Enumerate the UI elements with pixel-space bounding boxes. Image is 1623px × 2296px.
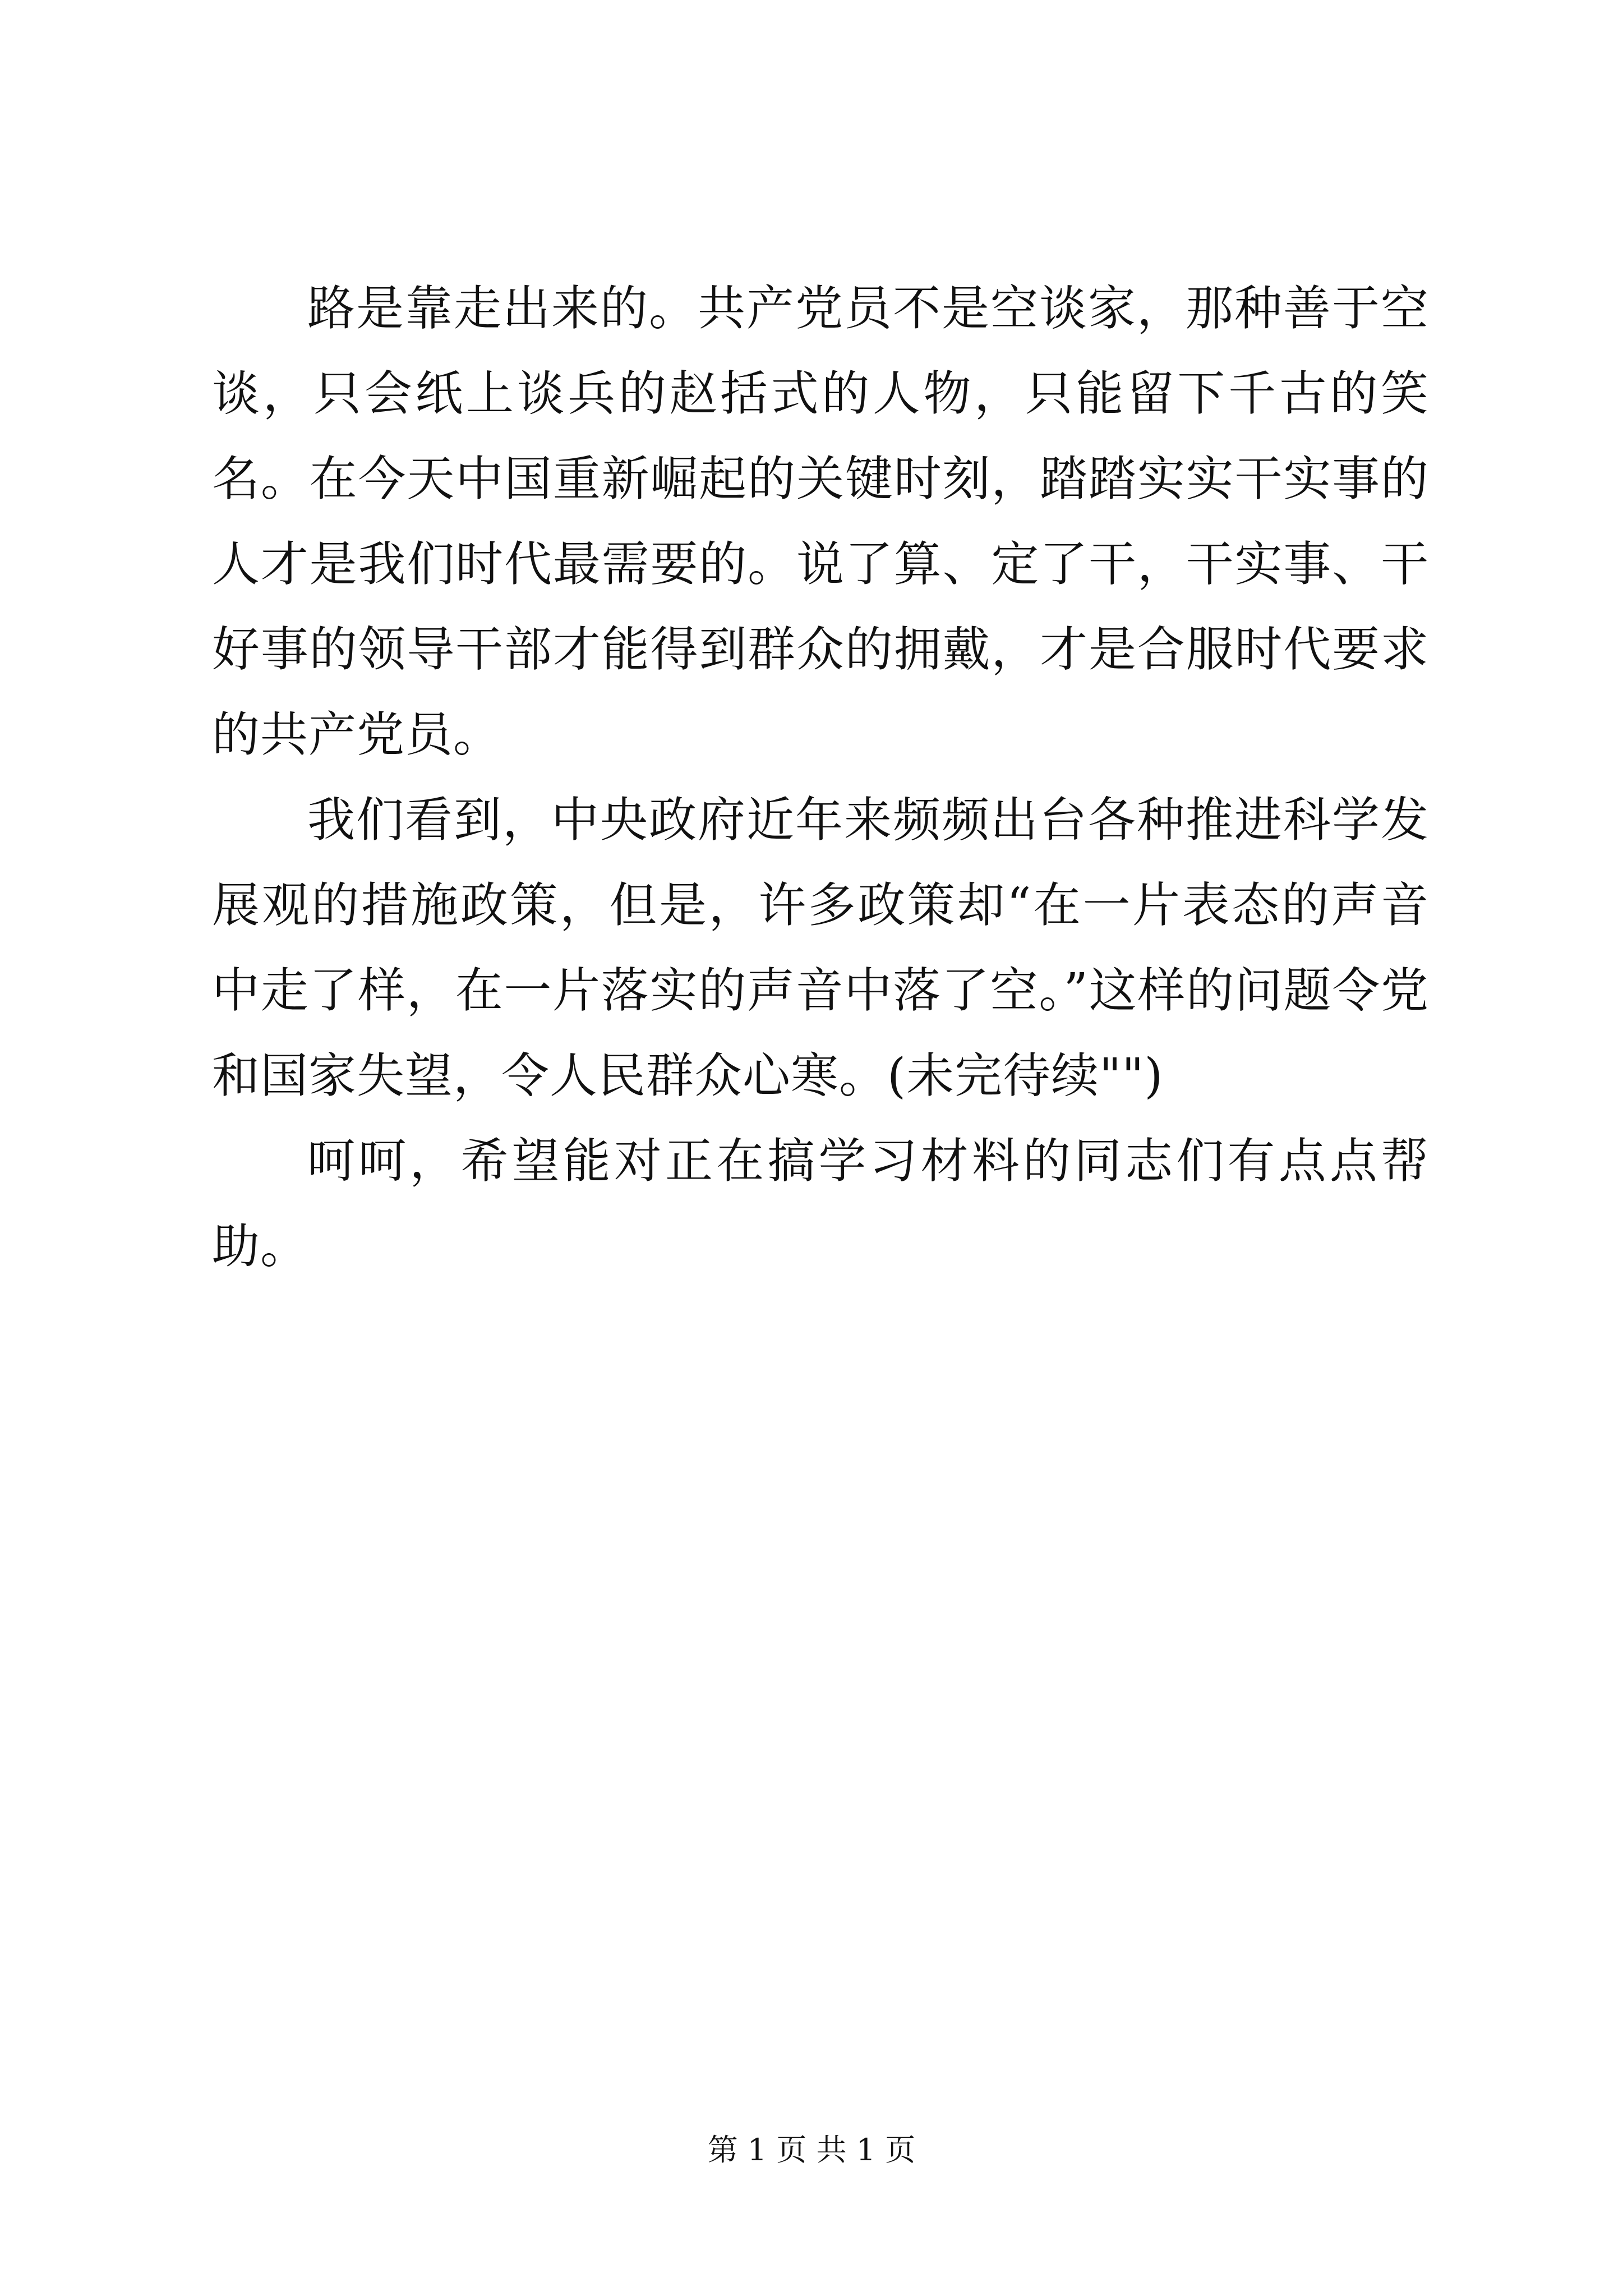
page-footer: 第 1 页 共 1 页 — [707, 2132, 916, 2168]
paragraph: 呵呵，希望能对正在搞学习材料的同志们有点点帮助。 — [212, 1134, 1429, 1274]
paragraph: 我们看到，中央政府近年来频频出台各种推进科学发展观的措施政策，但是，许多政策却“在一片表态的声音中走了样，在一片落实的声音中落了空。”这样的问题令党和国家失望，令人民群众心寒。(未完待续"") — [212, 793, 1429, 1104]
paragraph: 路是靠走出来的。共产党员不是空谈家，那种善于空谈，只会纸上谈兵的赵括式的人物，只能留下千古的笑名。在今天中国重新崛起的关键时刻，踏踏实实干实事的人才是我们时代最需要的。说了算、定了干，干实事、干好事的领导干部才能得到群众的拥戴，才是合服时代要求的共产党员。 — [212, 281, 1429, 763]
body-text — [212, 266, 1429, 1290]
